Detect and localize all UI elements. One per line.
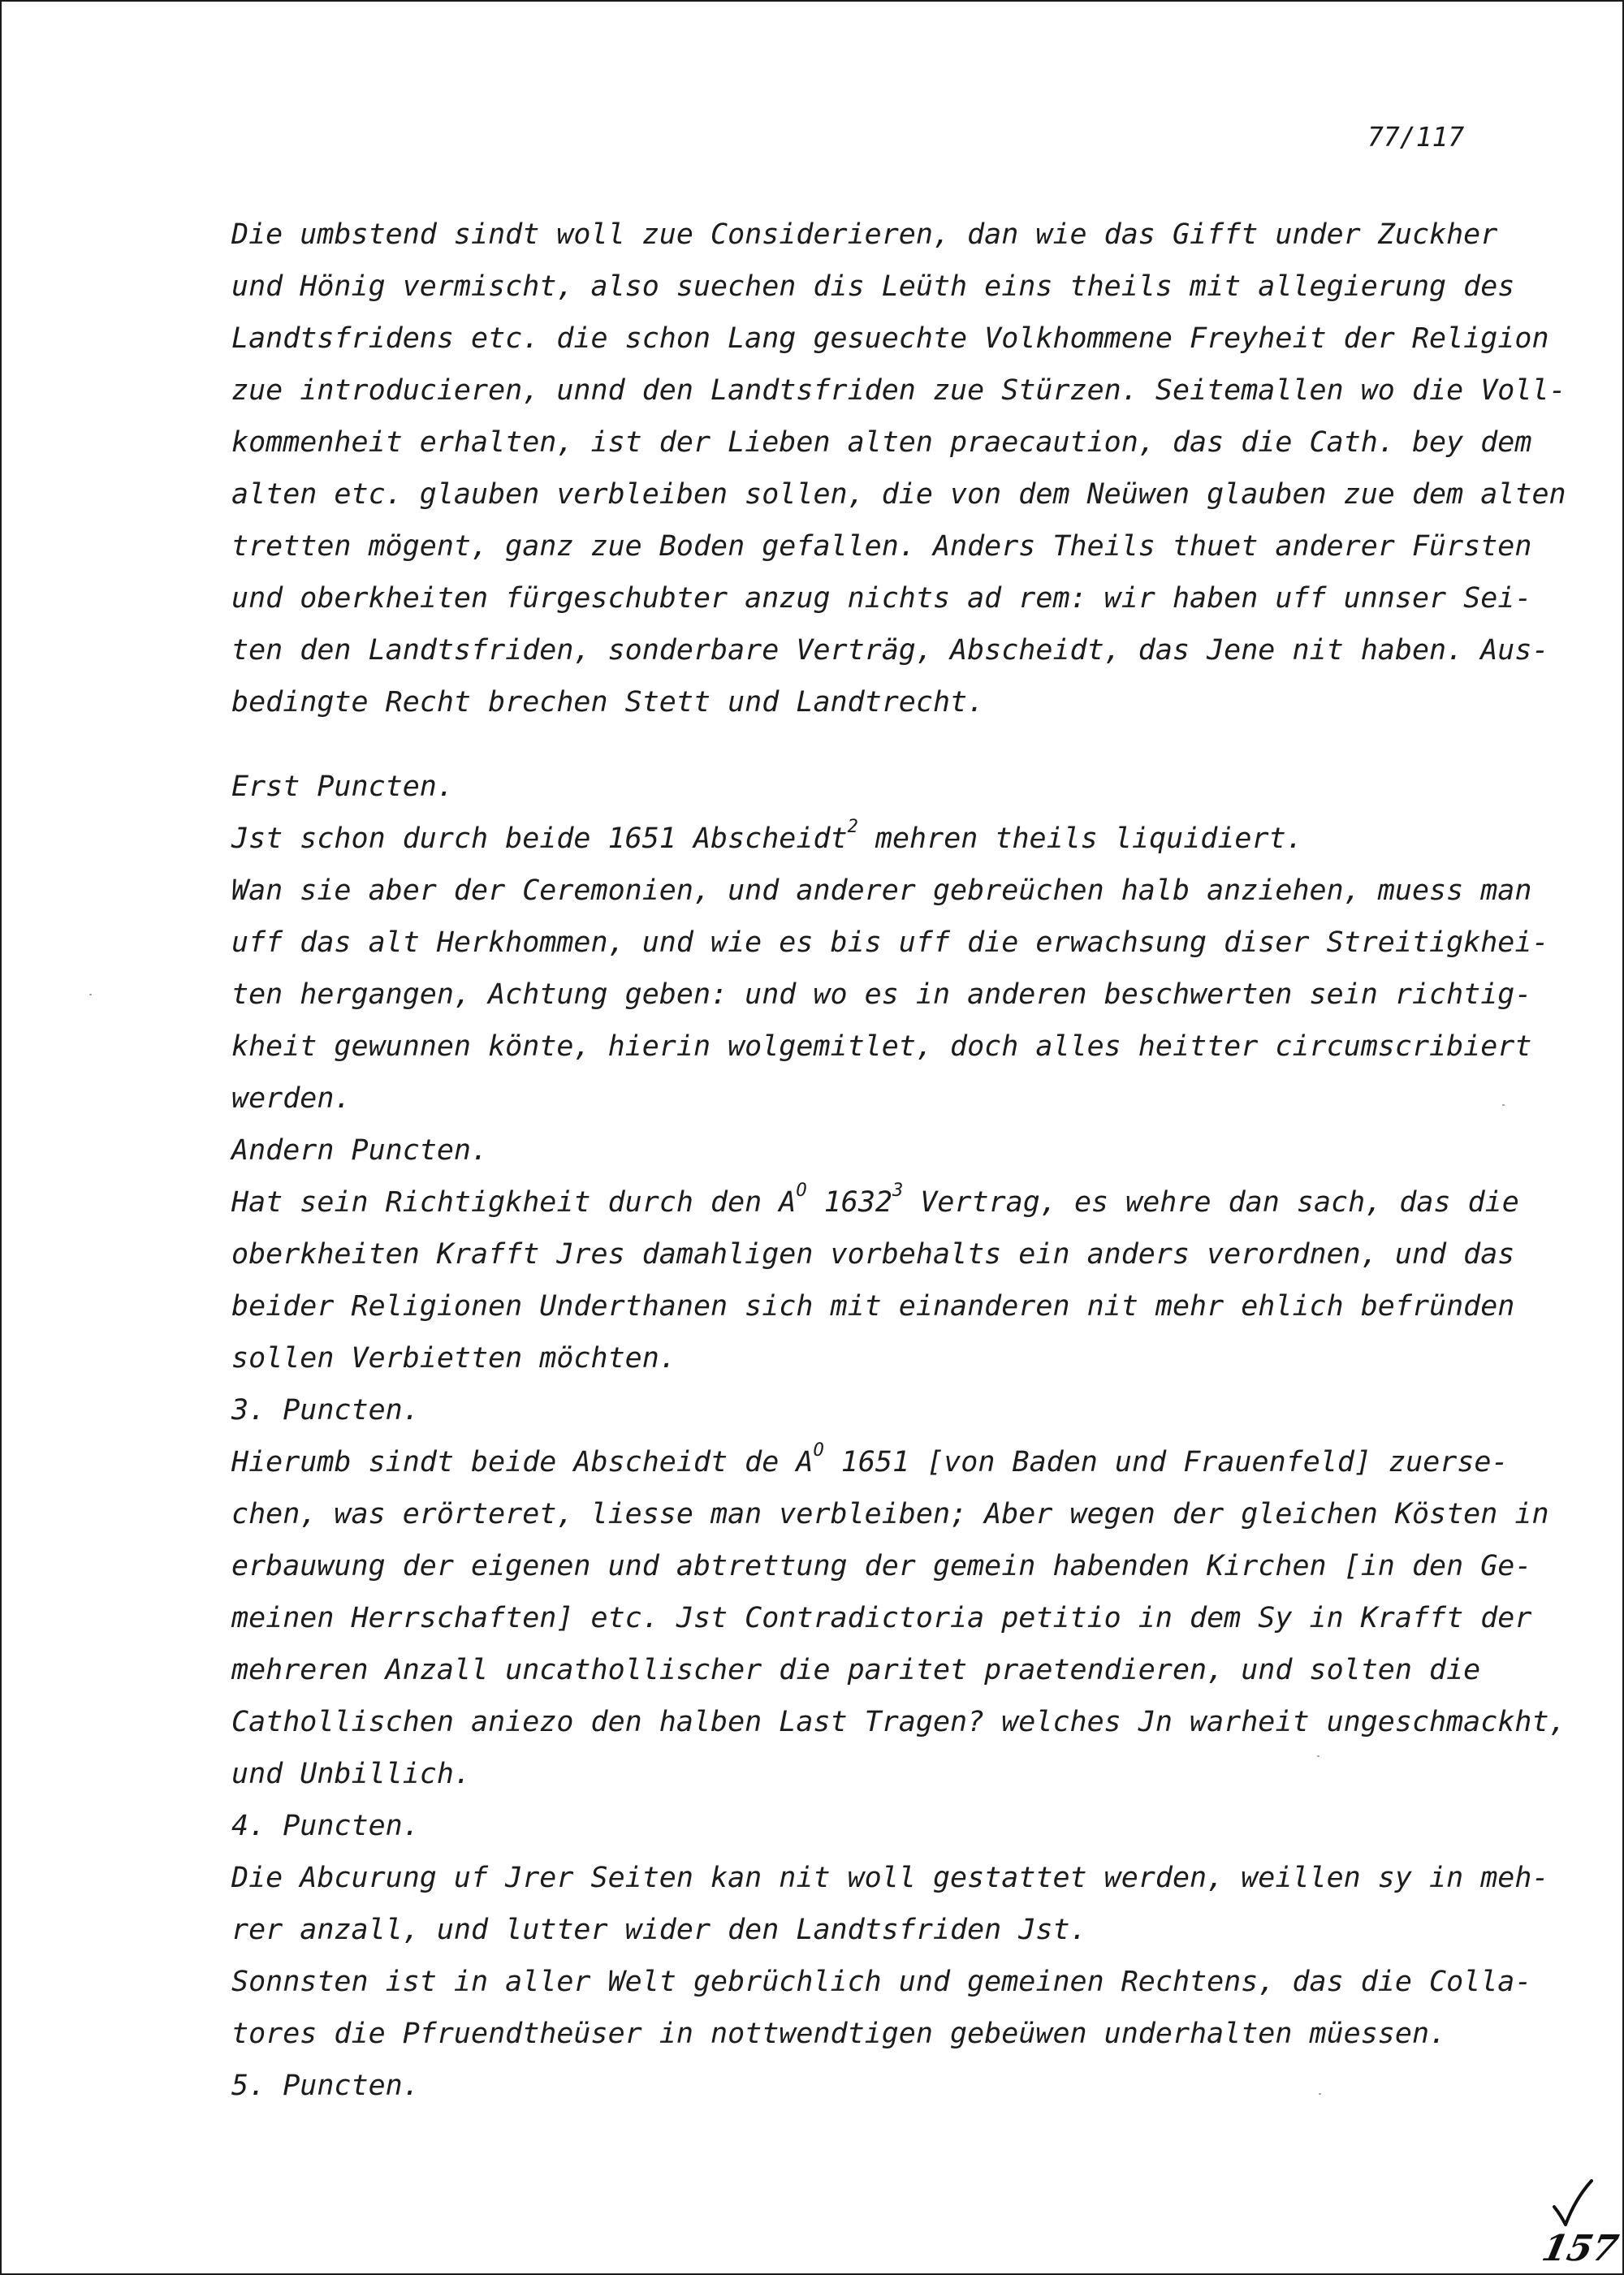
superscript: O — [796, 1181, 807, 1202]
text-line: kommenheit erhalten, ist der Lieben alten praecaution, das die Cath. bey dem — [231, 426, 1532, 459]
text-line: 5. Puncten. — [231, 2070, 420, 2102]
text-line: ten den Landtsfriden, sonderbare Verträg, Abscheidt, das Jene nit haben. Aus- — [231, 634, 1549, 667]
checkmark-icon — [1551, 2179, 1595, 2228]
scan-speck — [1317, 1755, 1320, 1757]
text-line: und Unbillich. — [231, 1758, 472, 1790]
text-line: Die Abcurung uf Jrer Seiten kan nit woll gestattet werden, weillen sy in meh- — [231, 1862, 1549, 1894]
text-line: sollen Verbietten möchten. — [231, 1342, 676, 1375]
text-line: Andern Puncten. — [231, 1134, 489, 1167]
text-line: Die umbstend sindt woll zue Considerieren, dan wie das Gifft under Zuckher — [231, 218, 1498, 251]
text-line: meinen Herrschaften] etc. Jst Contradictoria petitio in dem Sy in Krafft der — [231, 1602, 1532, 1634]
text-line: chen, was erörteret, liesse man verbleiben; Aber wegen der gleichen Kösten in — [231, 1498, 1549, 1530]
text-line: rer anzall, und lutter wider den Landtsfriden Jst. — [231, 1914, 1087, 1946]
text-segment: Vertrag, es wehre dan sach, das die — [903, 1186, 1519, 1219]
text-line — [231, 1436, 1531, 1488]
text-line: erbauwung der eigenen und abtrettung der gemein habenden Kirchen [in den Ge- — [231, 1550, 1532, 1582]
folio-number: 157 — [1538, 2228, 1622, 2269]
text-line — [231, 813, 1531, 865]
scan-speck — [89, 994, 92, 995]
text-segment: Hierumb sindt beide Abscheidt de A — [231, 1446, 814, 1479]
scan-speck — [1319, 2093, 1321, 2095]
paragraph-gap — [231, 728, 1531, 761]
text-line: zue introducieren, unnd den Landtsfriden zue Stürzen. Seitemallen wo die Voll- — [231, 374, 1566, 407]
text-segment: 1651 [von Baden und Frauenfeld] zuerse- — [823, 1446, 1509, 1479]
text-line: bedingte Recht brechen Stett und Landtrecht. — [231, 686, 985, 719]
document-body — [231, 209, 1566, 2112]
text-line: und oberkheiten fürgeschubter anzug nichts ad rem: wir haben uff unnser Sei- — [231, 582, 1532, 615]
text-line: Wan sie aber der Ceremonien, und anderer gebreüchen halb anziehen, muess man — [231, 874, 1532, 907]
text-segment: 1632 — [806, 1186, 892, 1219]
text-line: Erst Puncten. — [231, 771, 454, 803]
text-line: beider Religionen Underthanen sich mit einanderen nit mehr ehlich befründen — [231, 1290, 1515, 1323]
superscript: 3 — [892, 1181, 904, 1202]
text-line — [231, 1176, 1531, 1228]
text-line: werden. — [231, 1082, 352, 1115]
text-line: kheit gewunnen könte, hierin wolgemitlet, doch alles heitter circumscribiert — [231, 1030, 1532, 1063]
text-line: 4. Puncten. — [231, 1810, 420, 1842]
text-line: tretten mögent, ganz zue Boden gefallen. Anders Theils thuet anderer Fürsten — [231, 530, 1532, 563]
superscript: 2 — [847, 817, 858, 838]
text-segment: mehren theils liquidiert. — [857, 822, 1303, 855]
text-line: ten hergangen, Achtung geben: und wo es in anderen beschwerten sein richtig- — [231, 978, 1532, 1011]
text-line: tores die Pfruendtheüser in nottwendtigen gebeüwen underhalten müessen. — [231, 2018, 1447, 2050]
text-line: und Hönig vermischt, also suechen dis Leüth eins theils mit allegierung des — [231, 270, 1515, 303]
superscript: O — [813, 1440, 824, 1461]
page-number: 77/117 — [1367, 121, 1465, 153]
text-line: oberkheiten Krafft Jres damahligen vorbehalts ein anders verordnen, und das — [231, 1238, 1515, 1271]
text-line: Sonnsten ist in aller Welt gebrüchlich und gemeinen Rechtens, das die Colla- — [231, 1966, 1532, 1998]
text-line: 3. Puncten. — [231, 1394, 420, 1427]
text-segment: Jst schon durch beide 1651 Abscheidt — [231, 822, 848, 855]
text-line: alten etc. glauben verbleiben sollen, die von dem Neüwen glauben zue dem alten — [231, 478, 1566, 511]
text-line: mehreren Anzall uncathollischer die paritet praetendieren, und solten die — [231, 1654, 1481, 1686]
text-segment: Hat sein Richtigkheit durch den A — [231, 1186, 797, 1219]
scan-speck — [1502, 1104, 1505, 1106]
text-line: Landtsfridens etc. die schon Lang gesuechte Volkhommene Freyheit der Religion — [231, 322, 1549, 355]
text-line: uff das alt Herkhommen, und wie es bis uff die erwachsung diser Streitigkhei- — [231, 926, 1549, 959]
text-line: Cathollischen aniezo den halben Last Tragen? welches Jn warheit ungeschmackht, — [231, 1706, 1566, 1738]
